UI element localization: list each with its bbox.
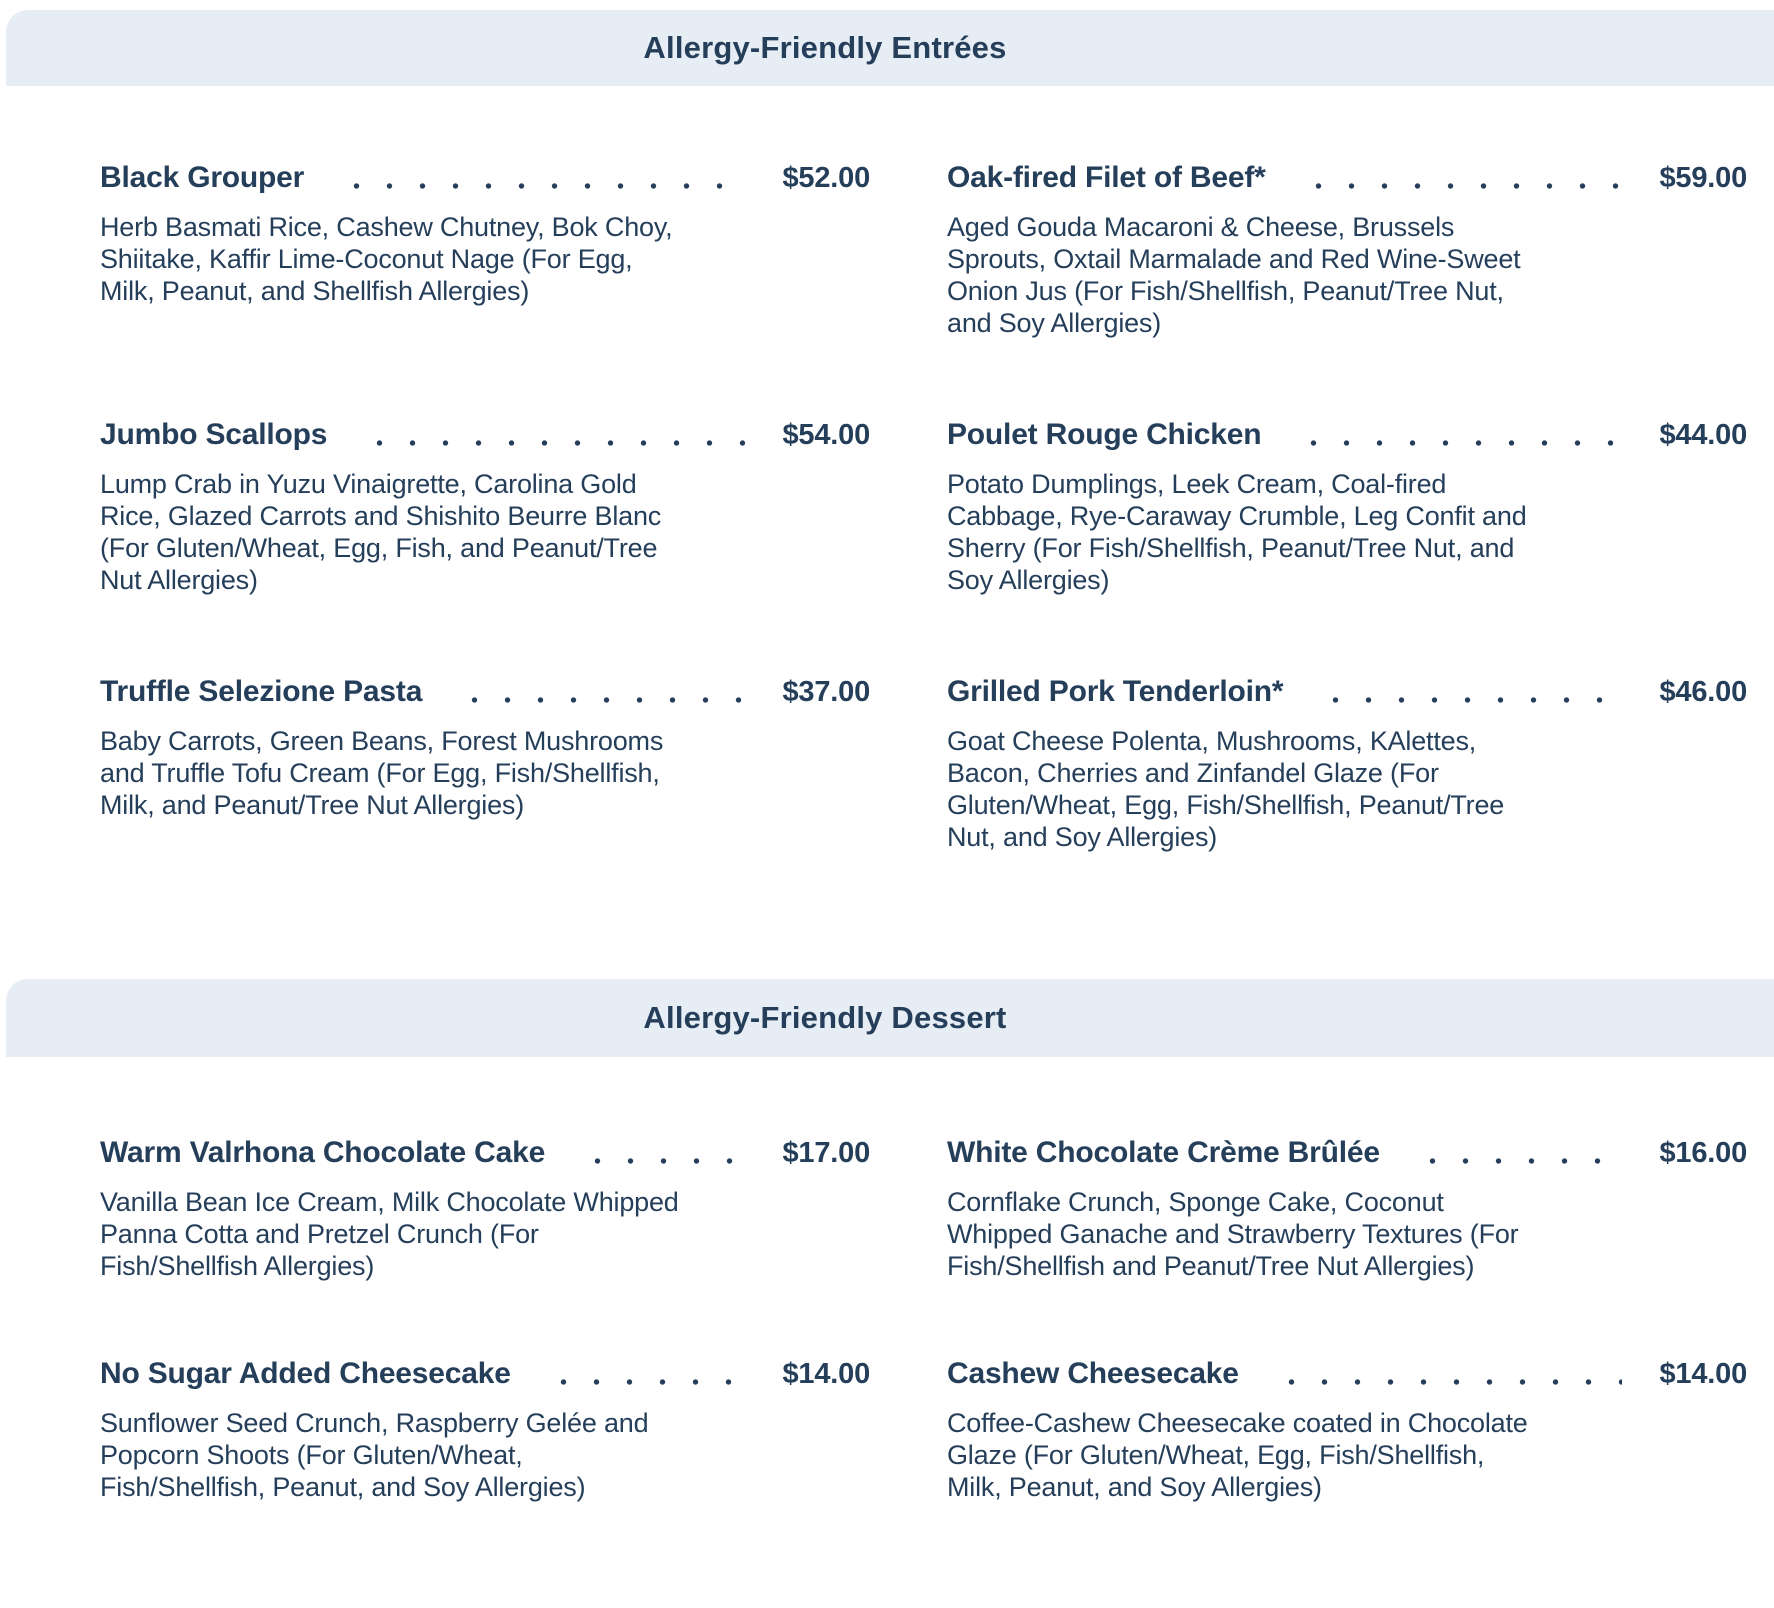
item-name: No Sugar Added Cheesecake [100,1357,511,1390]
menu-item [947,1354,1747,1503]
menu-item [100,158,870,307]
item-name: Black Grouper [100,161,305,194]
item-name: Grilled Pork Tenderloin* [947,675,1284,708]
section-header-dessert [6,979,1774,1057]
dotted-leader [1416,1158,1622,1164]
menu-item-head [100,672,870,712]
item-price: $54.00 [782,419,870,451]
item-price: $14.00 [1659,1358,1747,1390]
menu-item-head [100,158,870,198]
item-name: Oak-fired Filet of Beef* [947,161,1266,194]
dotted-leader [581,1158,744,1164]
item-description: Coffee-Cashew Cheesecake coated in Chocolate Glaze (For Gluten/Wheat, Egg, Fish/Shellfish, Milk, Peanut, and Soy Allergies) [947,1408,1528,1502]
item-name: Warm Valrhona Chocolate Cake [100,1136,546,1169]
menu-item-head [947,1133,1747,1173]
item-price: $17.00 [782,1137,870,1169]
menu-item-head [947,672,1747,712]
item-description: Lump Crab in Yuzu Vinaigrette, Carolina Gold Rice, Glazed Carrots and Shishito Beurre Blanc (For Gluten/Wheat, Egg, Fish, and Peanut/Tree Nut Allergies) [100,469,662,595]
menu-item-head [100,415,870,455]
item-price: $16.00 [1659,1137,1747,1169]
item-description: Baby Carrots, Green Beans, Forest Mushrooms and Truffle Tofu Cream (For Egg, Fish/Shellfish, Milk, and Peanut/Tree Nut Allergies) [100,726,664,820]
item-name: Truffle Selezione Pasta [100,675,423,708]
dotted-leader [1275,1379,1622,1385]
menu-item [100,672,870,821]
item-price: $52.00 [782,162,870,194]
menu-item [947,158,1747,339]
menu-item-head [947,158,1747,198]
dessert-item-grid [0,1133,1774,1503]
menu-item-head [947,1354,1747,1394]
item-price: $44.00 [1659,419,1747,451]
dotted-leader [547,1379,745,1385]
item-name: Poulet Rouge Chicken [947,418,1262,451]
item-description: Vanilla Bean Ice Cream, Milk Chocolate Whipped Panna Cotta and Pretzel Crunch (For Fish/Shellfish Allergies) [100,1187,679,1281]
menu-item-head [100,1133,870,1173]
menu-item-head [947,415,1747,455]
item-description: Sunflower Seed Crunch, Raspberry Gelée and Popcorn Shoots (For Gluten/Wheat, Fish/Shellfish, Peanut, and Soy Allergies) [100,1408,649,1502]
item-description: Herb Basmati Rice, Cashew Chutney, Bok Choy, Shiitake, Kaffir Lime-Coconut Nage (For Egg, Milk, Peanut, and Shellfish Allergies) [100,212,673,306]
item-description: Aged Gouda Macaroni & Cheese, Brussels Sprouts, Oxtail Marmalade and Red Wine-Sweet Onion Jus (For Fish/Shellfish, Peanut/Tree Nut, and Soy Allergies) [947,212,1521,338]
item-price: $59.00 [1659,162,1747,194]
menu-item [100,1354,870,1503]
section-header-entrees [6,10,1774,86]
dotted-leader [1302,183,1622,189]
item-name: Jumbo Scallops [100,418,328,451]
item-price: $37.00 [782,676,870,708]
item-name: White Chocolate Crème Brûlée [947,1136,1380,1169]
menu-item [947,672,1747,853]
menu-item [100,1133,870,1282]
section-title-dessert: Allergy-Friendly Dessert [643,1000,1007,1035]
item-description: Potato Dumplings, Leek Cream, Coal-fired Cabbage, Rye-Caraway Crumble, Leg Confit and Sherry (For Fish/Shellfish, Peanut/Tree Nut, and Soy Allergies) [947,469,1527,595]
item-price: $14.00 [782,1358,870,1390]
menu-item [947,415,1747,596]
menu-item-head [100,1354,870,1394]
entrees-item-grid [0,158,1774,853]
dotted-leader [458,697,744,703]
section-title-entrees: Allergy-Friendly Entrées [643,30,1007,65]
item-price: $46.00 [1659,676,1747,708]
dotted-leader [1319,697,1621,703]
item-name: Cashew Cheesecake [947,1357,1239,1390]
item-description: Goat Cheese Polenta, Mushrooms, KAlettes, Bacon, Cherries and Zinfandel Glaze (For Gluten/Wheat, Egg, Fish/Shellfish, Peanut/Tree Nut, and Soy Allergies) [947,726,1505,852]
menu-item [100,415,870,596]
item-description: Cornflake Crunch, Sponge Cake, Coconut Whipped Ganache and Strawberry Textures (For Fish/Shellfish and Peanut/Tree Nut Allergies) [947,1187,1519,1281]
dotted-leader [363,440,744,446]
dotted-leader [1297,440,1621,446]
menu-item [947,1133,1747,1282]
dotted-leader [340,183,744,189]
